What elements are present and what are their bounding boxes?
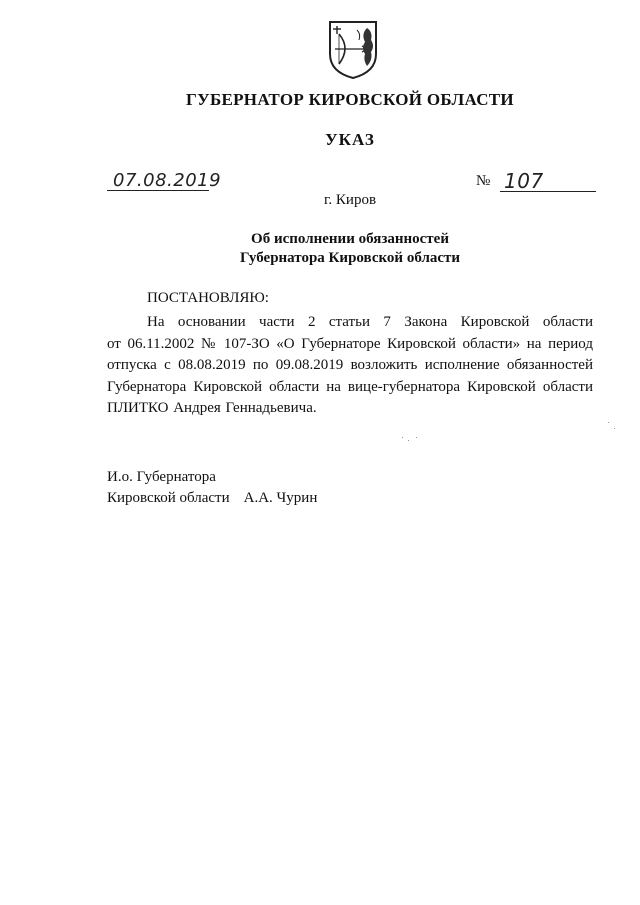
body-line-1: На основании части 2 статьи 7 Закона Кировской области	[147, 314, 593, 330]
number-value: 107	[504, 169, 544, 193]
city: г. Киров	[323, 192, 377, 208]
decree-word: ПОСТАНОВЛЯЮ:	[147, 290, 269, 306]
scan-speck	[614, 428, 615, 429]
decree-body	[107, 312, 593, 420]
signature-block	[107, 467, 317, 509]
date-underline	[107, 190, 209, 191]
body-line-2: от 06.11.2002 № 107-ЗО «О Губернаторе Кировской области» на период	[107, 335, 593, 352]
scan-speck	[416, 437, 417, 438]
signature-title-1: И.о. Губернатора	[107, 469, 216, 485]
number-sign: №	[476, 173, 491, 189]
signature-title-2-text: Кировской области	[107, 490, 230, 506]
number-field	[476, 170, 598, 194]
body-line-3: отпуска с 08.08.2019 по 09.08.2019 возложить исполнение обязанностей	[107, 357, 593, 373]
body-line-5: ПЛИТКО Андрея Геннадьевича.	[107, 400, 317, 416]
signatory-name: А.А. Чурин	[243, 490, 318, 506]
document-type: УКАЗ	[325, 130, 375, 149]
date-value: 07.08.2019	[113, 170, 222, 191]
coat-of-arms-icon	[327, 18, 379, 80]
date-field	[107, 170, 222, 194]
signature-title-2	[107, 488, 317, 509]
scan-speck	[408, 440, 409, 441]
issuer-title: ГУБЕРНАТОР КИРОВСКОЙ ОБЛАСТИ	[186, 90, 514, 109]
subject-line-2: Губернатора Кировской области	[239, 250, 461, 266]
scan-speck	[402, 437, 403, 438]
decree-subject	[30, 230, 640, 268]
body-line-4: Губернатора Кировской области на вице-губернатора Кировской области	[107, 378, 593, 395]
subject-line-1: Об исполнении обязанностей	[251, 231, 449, 247]
scan-speck	[608, 422, 609, 423]
